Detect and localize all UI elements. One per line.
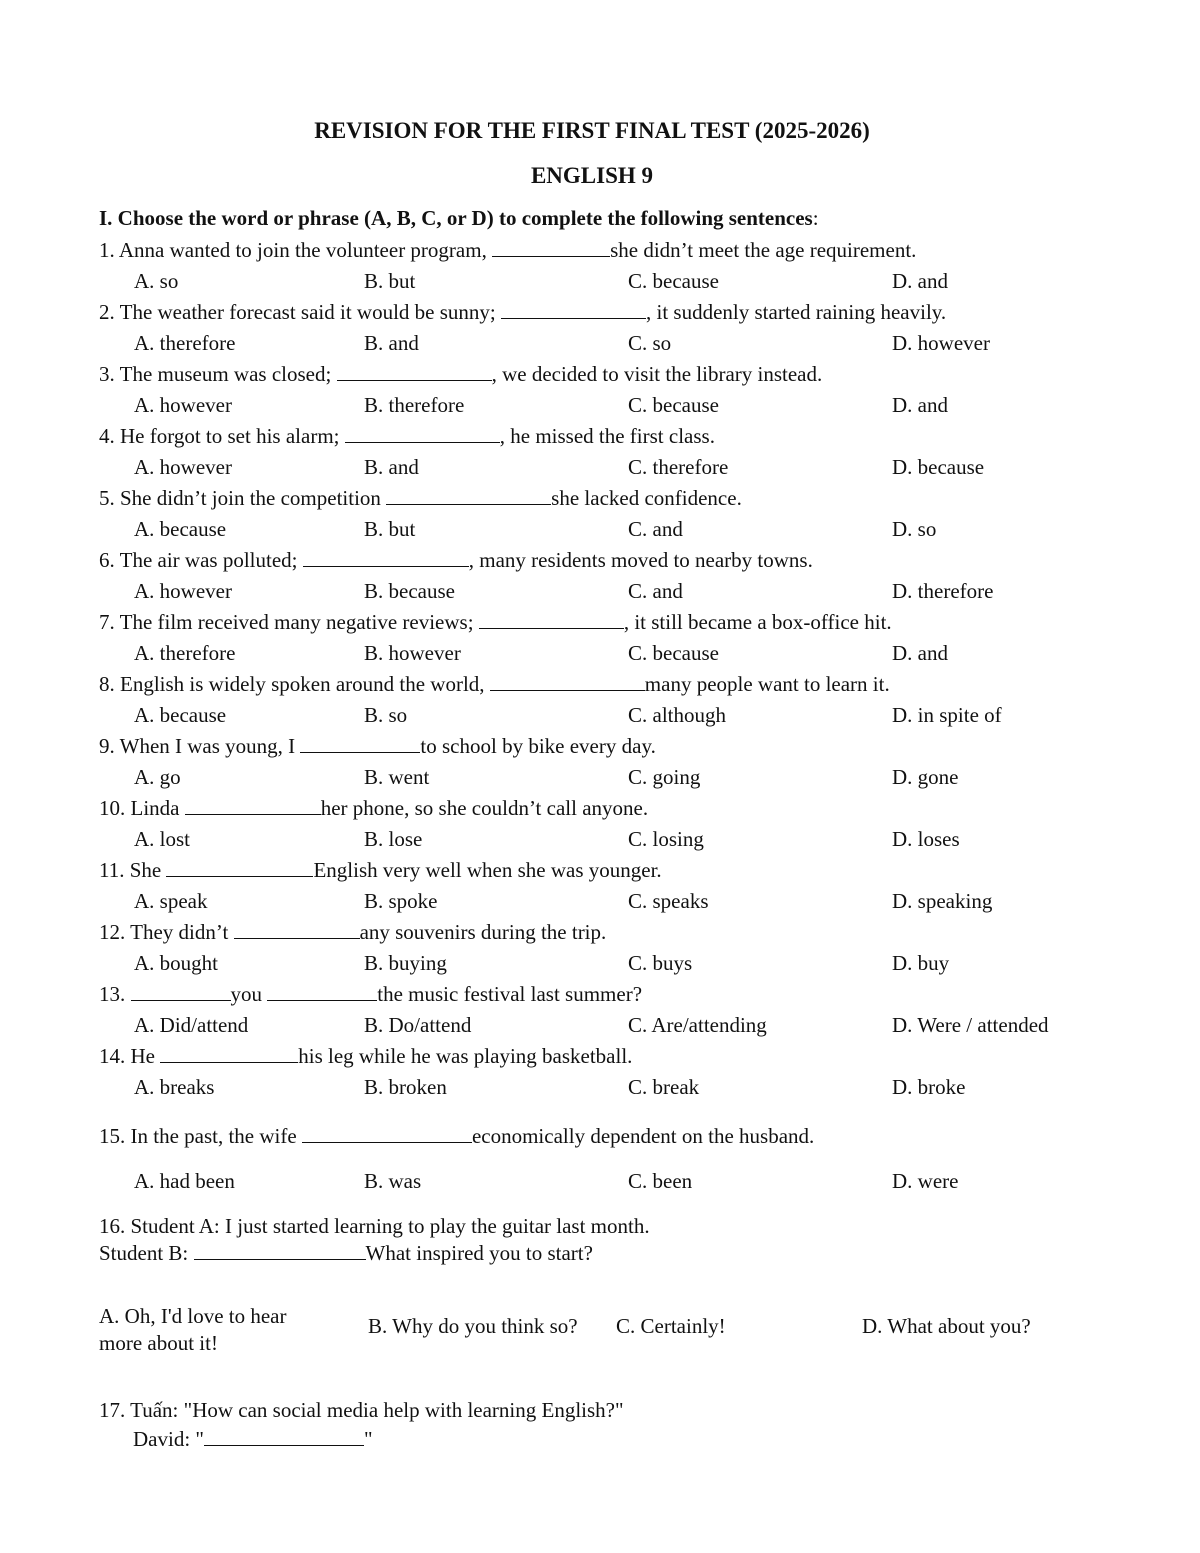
question-text: , he missed the first class. <box>499 424 715 448</box>
answer-option-c[interactable]: C. been <box>628 1169 693 1193</box>
question-17-line-1: 17. Tuấn: "How can social media help with learning English?" <box>99 1398 624 1422</box>
answer-option-d[interactable]: D. Were / attended <box>892 1013 1049 1037</box>
question-text: 7. The film received many negative reviews; <box>99 610 479 634</box>
question-11 <box>99 858 662 883</box>
answer-option-d[interactable]: D. because <box>892 455 985 479</box>
answer-option-d[interactable]: D. and <box>892 641 948 665</box>
question-17-speaker: David: " <box>133 1427 204 1451</box>
question-text: 5. She didn’t join the competition <box>99 486 387 510</box>
question-text: 12. They didn’t <box>99 920 234 944</box>
answer-option-c[interactable]: C. because <box>628 269 719 293</box>
page-subtitle: ENGLISH 9 <box>530 163 654 188</box>
answer-option-d[interactable]: D. therefore <box>892 579 994 603</box>
answer-blank[interactable] <box>234 920 360 939</box>
question-14 <box>99 1044 632 1069</box>
answer-option-c[interactable]: C. because <box>628 393 719 417</box>
question-16-rest: What inspired you to start? <box>365 1241 593 1265</box>
answer-option-d[interactable]: D. buy <box>892 951 950 975</box>
answer-option-a[interactable]: A. Did/attend <box>134 1013 249 1037</box>
answer-option-d[interactable]: D. were <box>892 1169 959 1193</box>
answer-option-a[interactable]: A. speak <box>134 889 208 913</box>
section-heading-text: I. Choose the word or phrase (A, B, C, or D) to complete the following sentences <box>99 206 813 230</box>
page-title: REVISION FOR THE FIRST FINAL TEST (2025-2026) <box>314 118 870 143</box>
question-16-option-a[interactable]: A. Oh, I'd love to hear more about it! <box>99 1304 287 1355</box>
question-text: economically dependent on the husband. <box>471 1124 815 1148</box>
answer-blank[interactable] <box>386 486 551 505</box>
answer-blank[interactable] <box>492 238 610 257</box>
answer-option-b[interactable]: B. was <box>364 1169 422 1193</box>
answer-option-a[interactable]: A. however <box>134 455 232 479</box>
answer-option-d[interactable]: D. and <box>892 393 948 417</box>
answer-option-d[interactable]: D. in spite of <box>892 703 1002 727</box>
question-text: you <box>230 982 268 1006</box>
question-text: 4. He forgot to set his alarm; <box>99 424 345 448</box>
question-text: , it suddenly started raining heavily. <box>646 300 947 324</box>
question-text: 10. Linda <box>99 796 185 820</box>
answer-option-a[interactable]: A. so <box>134 269 179 293</box>
question-text: 6. The air was polluted; <box>99 548 303 572</box>
question-text: 8. English is widely spoken around the world, <box>99 672 490 696</box>
question-13 <box>99 982 642 1007</box>
question-4 <box>99 424 715 449</box>
answer-option-a[interactable]: A. go <box>134 765 181 789</box>
question-text: , many residents moved to nearby towns. <box>468 548 813 572</box>
answer-option-c[interactable]: C. because <box>628 641 719 665</box>
answer-option-b[interactable]: B. lose <box>364 827 423 851</box>
answer-option-a[interactable]: A. however <box>134 579 232 603</box>
question-text: any souvenirs during the trip. <box>359 920 607 944</box>
question-16-line-2 <box>99 1241 593 1266</box>
answer-blank[interactable] <box>160 1044 298 1063</box>
answer-option-a[interactable]: A. therefore <box>134 641 236 665</box>
answer-option-c[interactable]: C. Are/attending <box>628 1013 767 1037</box>
answer-option-b[interactable]: B. however <box>364 641 461 665</box>
answer-option-b[interactable]: B. therefore <box>364 393 465 417</box>
question-17-line-2 <box>133 1427 373 1452</box>
question-2 <box>99 300 946 325</box>
answer-option-d[interactable]: D. and <box>892 269 948 293</box>
answer-option-c[interactable]: C. although <box>628 703 726 727</box>
question-text: 13. <box>99 982 131 1006</box>
answer-option-c[interactable]: C. so <box>628 331 672 355</box>
question-17-rest: " <box>363 1427 373 1451</box>
question-text: , we decided to visit the library instead. <box>491 362 823 386</box>
question-text: 3. The museum was closed; <box>99 362 337 386</box>
question-12 <box>99 920 606 945</box>
answer-option-a[interactable]: A. because <box>134 703 227 727</box>
question-text: his leg while he was playing basketball. <box>298 1044 633 1068</box>
answer-option-d[interactable]: D. broke <box>892 1075 966 1099</box>
answer-blank[interactable] <box>345 424 500 443</box>
answer-option-c[interactable]: C. break <box>628 1075 700 1099</box>
answer-option-d[interactable]: D. speaking <box>892 889 993 913</box>
question-text: to school by bike every day. <box>420 734 656 758</box>
answer-option-a[interactable]: A. bought <box>134 951 218 975</box>
answer-option-d[interactable]: D. so <box>892 517 937 541</box>
question-text: many people want to learn it. <box>644 672 890 696</box>
answer-option-b[interactable]: B. and <box>364 455 419 479</box>
answer-option-b[interactable]: B. buying <box>364 951 447 975</box>
question-6 <box>99 548 813 573</box>
question-16-option-b[interactable]: B. Why do you think so? <box>368 1314 578 1338</box>
answer-option-b[interactable]: B. because <box>364 579 455 603</box>
question-16-option-d[interactable]: D. What about you? <box>862 1314 1031 1338</box>
answer-option-c[interactable]: C. buys <box>628 951 693 975</box>
answer-option-b[interactable]: B. broken <box>364 1075 447 1099</box>
question-10 <box>99 796 648 821</box>
answer-option-c[interactable]: C. speaks <box>628 889 709 913</box>
answer-blank[interactable] <box>185 796 321 815</box>
answer-option-c[interactable]: C. and <box>628 517 683 541</box>
answer-option-d[interactable]: D. gone <box>892 765 959 789</box>
section-heading-colon: : <box>812 206 819 230</box>
question-text: 14. He <box>99 1044 161 1068</box>
answer-option-b[interactable]: B. spoke <box>364 889 438 913</box>
question-text: , it still became a box-office hit. <box>623 610 892 634</box>
question-text: 2. The weather forecast said it would be sunny; <box>99 300 502 324</box>
answer-option-b[interactable]: B. but <box>364 269 416 293</box>
answer-option-d[interactable]: D. loses <box>892 827 960 851</box>
answer-option-b[interactable]: B. went <box>364 765 430 789</box>
answer-option-a[interactable]: A. breaks <box>134 1075 215 1099</box>
answer-blank[interactable] <box>302 1124 472 1143</box>
question-1 <box>99 238 916 263</box>
question-text: 15. In the past, the wife <box>99 1124 302 1148</box>
answer-option-a[interactable]: A. had been <box>134 1169 235 1193</box>
question-text: English very well when she was younger. <box>313 858 662 882</box>
answer-blank[interactable] <box>490 672 645 691</box>
question-7 <box>99 610 892 635</box>
section-heading <box>99 206 819 231</box>
question-text: 9. When I was young, I <box>99 734 301 758</box>
answer-option-d[interactable]: D. however <box>892 331 990 355</box>
answer-blank[interactable] <box>303 548 469 567</box>
question-16-option-c[interactable]: C. Certainly! <box>616 1314 726 1338</box>
question-9 <box>99 734 656 759</box>
answer-blank[interactable] <box>194 1241 366 1260</box>
answer-option-b[interactable]: B. but <box>364 517 416 541</box>
answer-option-b[interactable]: B. Do/attend <box>364 1013 472 1037</box>
answer-option-a[interactable]: A. because <box>134 517 227 541</box>
answer-blank[interactable] <box>166 858 313 877</box>
question-3 <box>99 362 822 387</box>
answer-blank[interactable] <box>267 982 377 1001</box>
question-text: she didn’t meet the age requirement. <box>610 238 917 262</box>
answer-option-a[interactable]: A. lost <box>134 827 191 851</box>
question-text: 11. She <box>99 858 167 882</box>
answer-option-a[interactable]: A. therefore <box>134 331 236 355</box>
question-text: the music festival last summer? <box>377 982 643 1006</box>
question-16-speaker: Student B: <box>99 1241 194 1265</box>
question-text: she lacked confidence. <box>551 486 742 510</box>
answer-option-c[interactable]: C. going <box>628 765 701 789</box>
question-text: her phone, so she couldn’t call anyone. <box>320 796 649 820</box>
question-text: 1. Anna wanted to join the volunteer program, <box>99 238 493 262</box>
question-5 <box>99 486 742 511</box>
answer-option-c[interactable]: C. losing <box>628 827 704 851</box>
question-16-line-1: 16. Student A: I just started learning to play the guitar last month. <box>99 1214 650 1238</box>
answer-blank[interactable] <box>300 734 420 753</box>
answer-blank[interactable] <box>337 362 492 381</box>
answer-blank[interactable] <box>131 982 231 1001</box>
question-8 <box>99 672 890 697</box>
answer-option-b[interactable]: B. so <box>364 703 408 727</box>
answer-blank[interactable] <box>204 1427 364 1446</box>
answer-option-c[interactable]: C. therefore <box>628 455 729 479</box>
answer-option-b[interactable]: B. and <box>364 331 419 355</box>
answer-blank[interactable] <box>479 610 624 629</box>
question-15 <box>99 1124 814 1149</box>
answer-option-a[interactable]: A. however <box>134 393 232 417</box>
answer-blank[interactable] <box>501 300 646 319</box>
answer-option-c[interactable]: C. and <box>628 579 683 603</box>
